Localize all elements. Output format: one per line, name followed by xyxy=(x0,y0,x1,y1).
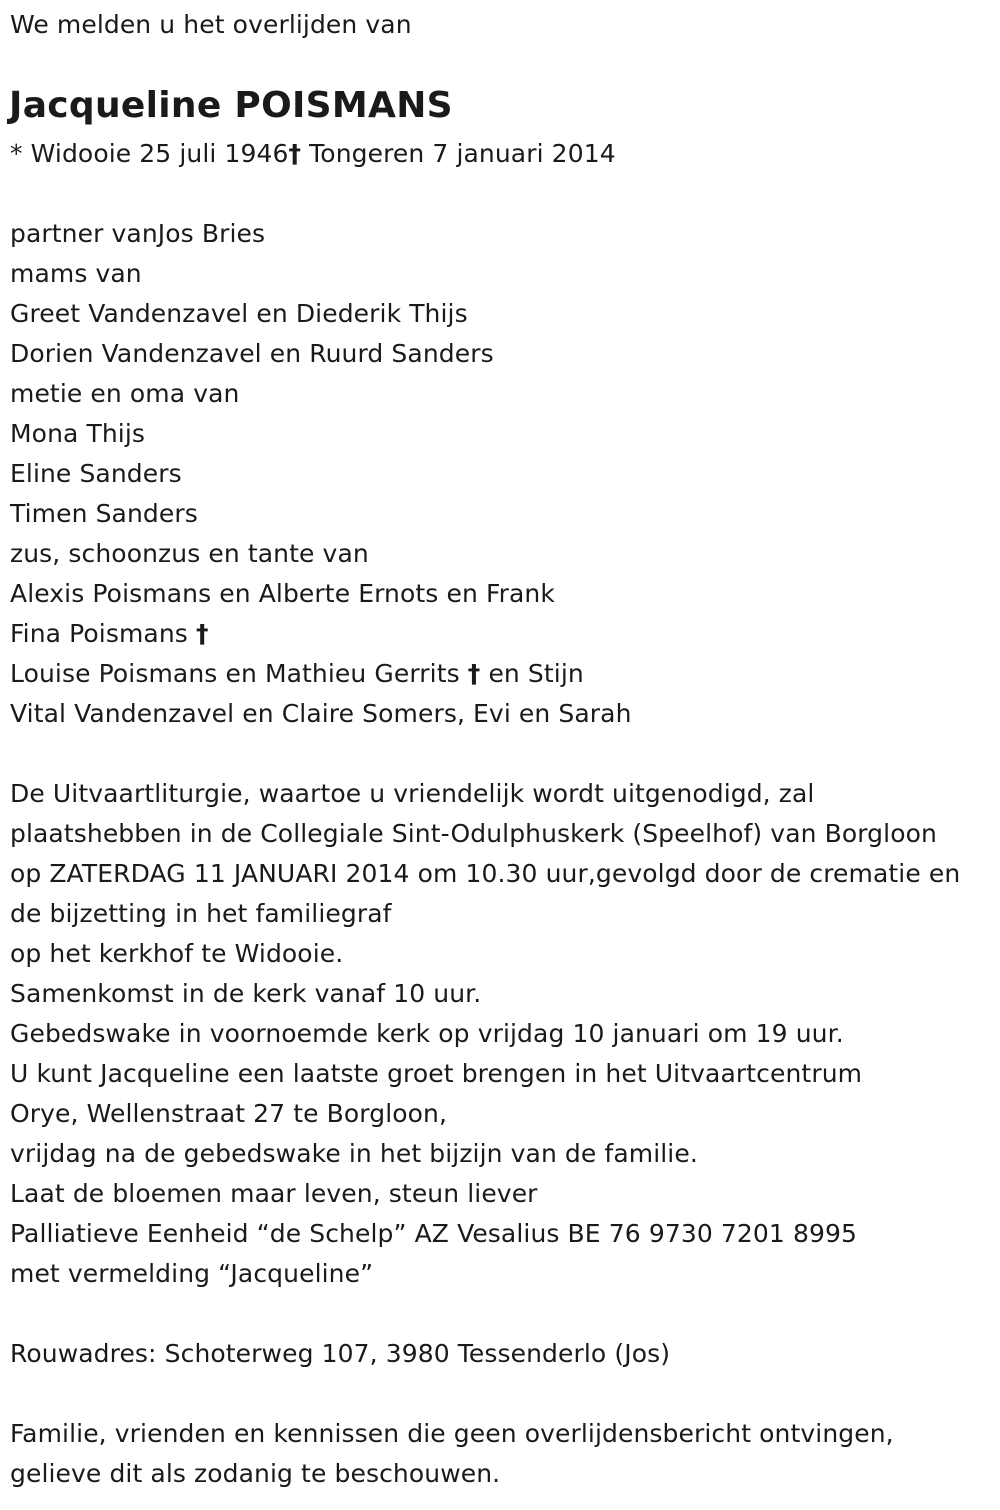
closing-line: Familie, vrienden en kennissen die geen overlijdensbericht ontvingen, xyxy=(10,1419,894,1448)
funeral-line: Gebedswake in voornoemde kerk op vrijdag 10 januari om 19 uur. xyxy=(10,1019,844,1048)
cross-icon: † xyxy=(195,619,209,648)
funeral-line: de bijzetting in het familiegraf xyxy=(10,899,392,928)
funeral-line: Orye, Wellenstraat 27 te Borgloon, xyxy=(10,1099,448,1128)
funeral-line: plaatshebben in de Collegiale Sint-Odulphuskerk (Speelhof) van Borgloon xyxy=(10,819,937,848)
cross-icon: † xyxy=(288,139,302,168)
grandchild-line: Timen Sanders xyxy=(10,499,198,528)
sibling-line xyxy=(10,659,584,689)
cross-icon: † xyxy=(467,659,481,688)
sibling-line: Alexis Poismans en Alberte Ernots en Frank xyxy=(10,579,555,608)
partner-line: partner vanJos Bries xyxy=(10,219,266,248)
funeral-line: op het kerkhof te Widooie. xyxy=(10,939,344,968)
sibling-line xyxy=(10,619,209,649)
sibling-name: Fina Poismans xyxy=(10,619,196,648)
child-line: Greet Vandenzavel en Diederik Thijs xyxy=(10,299,468,328)
grandchild-line: Mona Thijs xyxy=(10,419,146,448)
grandchildren-label: metie en oma van xyxy=(10,379,240,408)
death-info: Tongeren 7 januari 2014 xyxy=(301,139,616,168)
funeral-line: vrijdag na de gebedswake in het bijzijn van de familie. xyxy=(10,1139,698,1168)
grandchild-line: Eline Sanders xyxy=(10,459,182,488)
funeral-line: op ZATERDAG 11 JANUARI 2014 om 10.30 uur,gevolgd door de crematie en xyxy=(10,859,961,888)
child-line: Dorien Vandenzavel en Ruurd Sanders xyxy=(10,339,494,368)
birth-death-line xyxy=(10,139,616,169)
intro-text: We melden u het overlijden van xyxy=(10,10,412,39)
funeral-line: U kunt Jacqueline een laatste groet brengen in het Uitvaartcentrum xyxy=(10,1059,863,1088)
birth-info: * Widooie 25 juli 1946 xyxy=(10,139,289,168)
funeral-line: De Uitvaartliturgie, waartoe u vriendelijk wordt uitgenodigd, zal xyxy=(10,779,815,808)
sibling-name-after: en Stijn xyxy=(480,659,584,688)
siblings-label: zus, schoonzus en tante van xyxy=(10,539,369,568)
deceased-name: Jacqueline POISMANS xyxy=(9,85,453,126)
closing-line: gelieve dit als zodanig te beschouwen. xyxy=(10,1459,501,1488)
funeral-line: met vermelding “Jacqueline” xyxy=(10,1259,374,1288)
funeral-line: Laat de bloemen maar leven, steun liever xyxy=(10,1179,538,1208)
funeral-line: Palliatieve Eenheid “de Schelp” AZ Vesalius BE 76 9730 7201 8995 xyxy=(10,1219,857,1248)
sibling-line: Vital Vandenzavel en Claire Somers, Evi en Sarah xyxy=(10,699,632,728)
mourning-address: Rouwadres: Schoterweg 107, 3980 Tessenderlo (Jos) xyxy=(10,1339,671,1368)
funeral-line: Samenkomst in de kerk vanaf 10 uur. xyxy=(10,979,482,1008)
sibling-name: Louise Poismans en Mathieu Gerrits xyxy=(10,659,468,688)
mams-label: mams van xyxy=(10,259,142,288)
